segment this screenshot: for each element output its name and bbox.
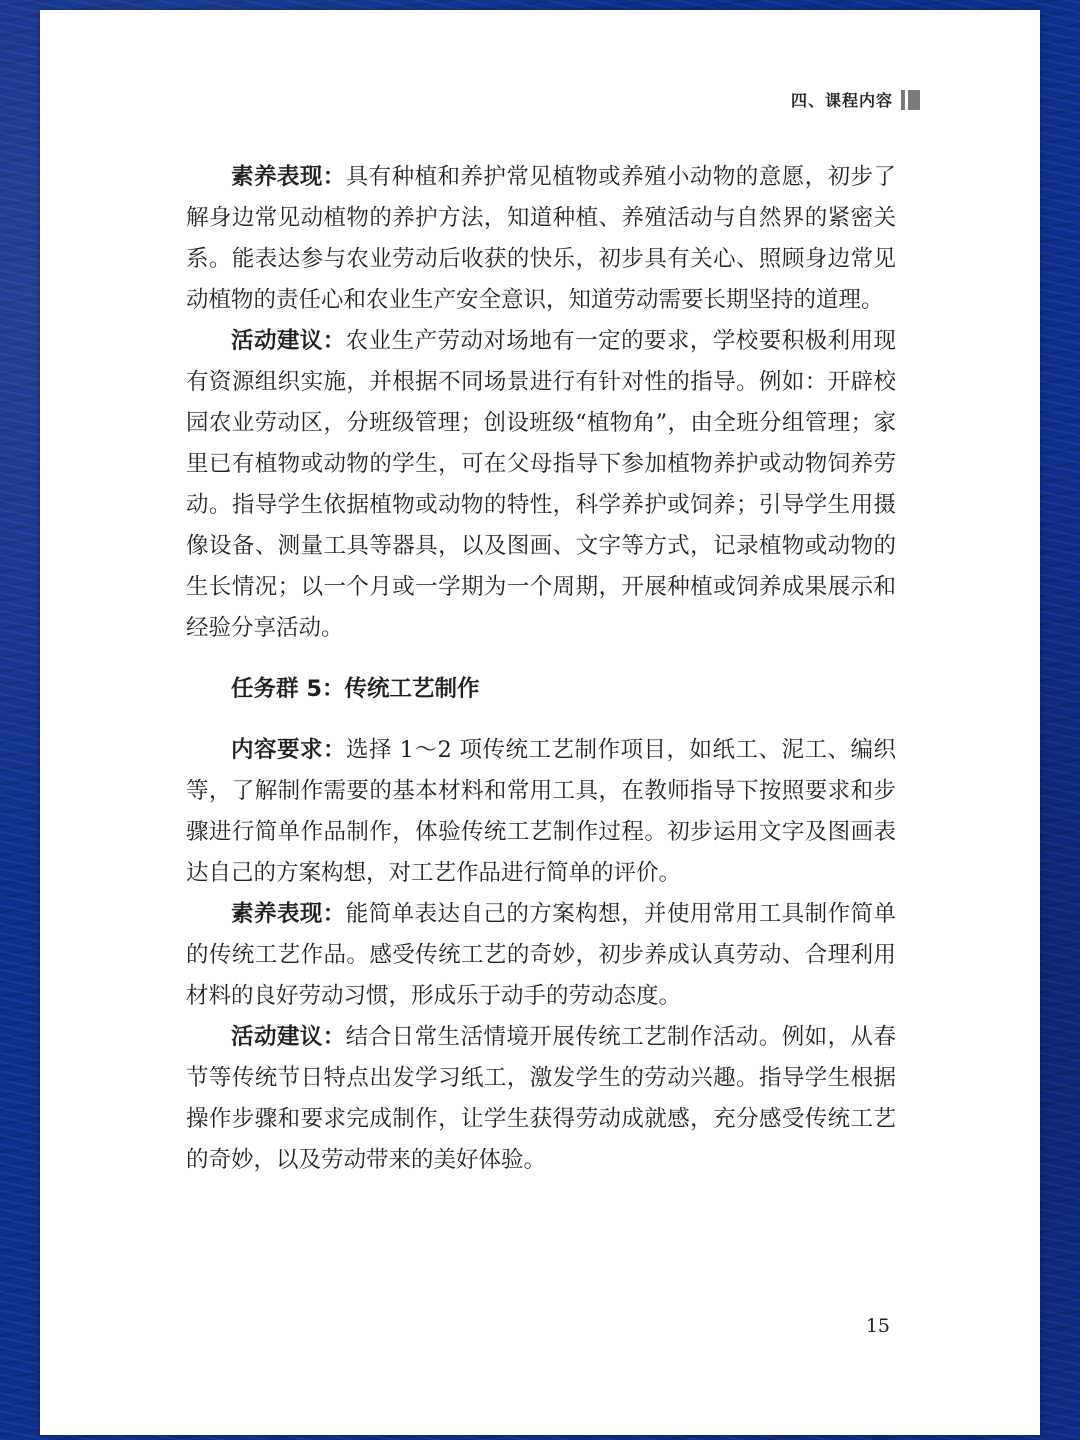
performance-text-1: 具有种植和养护常见植物或养殖小动物的意愿，初步了解身边常见动植物的养护方法，知道种植、养殖活动与自然界的紧密关系。能表达参与农业劳动后收获的快乐，初步具有关心、照顾身边常见动植物的责任心和农业生产安全意识，知道劳动需要长期坚持的道理。 (186, 164, 896, 313)
activity-text-1: 农业生产劳动对场地有一定的要求，学校要积极利用现有资源组织实施，并根据不同场景进行有针对性的指导。例如：开辟校园农业劳动区，分班级管理；创设班级“植物角”，由全班分组管理；家里已有植物或动物的学生，可在父母指导下参加植物养护或动物饲养劳动。指导学生依据植物或动物的特性，科学养护或饲养；引导学生用摄像设备、测量工具等器具，以及图画、文字等方式，记录植物或动物的生长情况；以一个月或一学期为一个周期，开展种植或饲养成果展示和经验分享活动。 (186, 328, 896, 641)
activity-paragraph-2 (186, 1017, 896, 1181)
section-heading: 任务群 5：传统工艺制作 (231, 676, 480, 702)
performance-paragraph-2 (186, 894, 896, 1017)
page-number: 15 (865, 1315, 890, 1337)
chapter-title: 四、课程内容 (790, 91, 893, 110)
content-requirement-paragraph (186, 730, 896, 894)
content-requirement-text: 选择 1～2 项传统工艺制作项目，如纸工、泥工、编织等，了解制作需要的基本材料和常用工具，在教师指导下按照要求和步骤进行简单作品制作，体验传统工艺制作过程。初步运用文字及图画表达自己的方案构想，对工艺作品进行简单的评价。 (186, 737, 896, 886)
page-body (186, 157, 896, 1181)
activity-paragraph-1 (186, 321, 896, 649)
activity-label-1: 活动建议： (231, 328, 346, 354)
performance-text-2: 能简单表达自己的方案构想，并使用常用工具制作简单的传统工艺作品。感受传统工艺的奇妙，初步养成认真劳动、合理利用材料的良好劳动习惯，形成乐于动手的劳动态度。 (186, 901, 896, 1009)
running-header (791, 88, 920, 111)
header-bar-ornament (901, 90, 920, 110)
content-requirement-label: 内容要求： (231, 737, 347, 763)
document-page (40, 10, 1040, 1435)
activity-text-2: 结合日常生活情境开展传统工艺制作活动。例如，从春节等传统节日特点出发学习纸工，激发学生的劳动兴趣。指导学生根据操作步骤和要求完成制作，让学生获得劳动成就感，充分感受传统工艺的奇妙，以及劳动带来的美好体验。 (186, 1024, 896, 1173)
activity-label-2: 活动建议： (231, 1024, 346, 1050)
performance-label-2: 素养表现： (231, 901, 346, 927)
performance-paragraph-1 (186, 157, 896, 321)
performance-label-1: 素养表现： (231, 164, 346, 190)
